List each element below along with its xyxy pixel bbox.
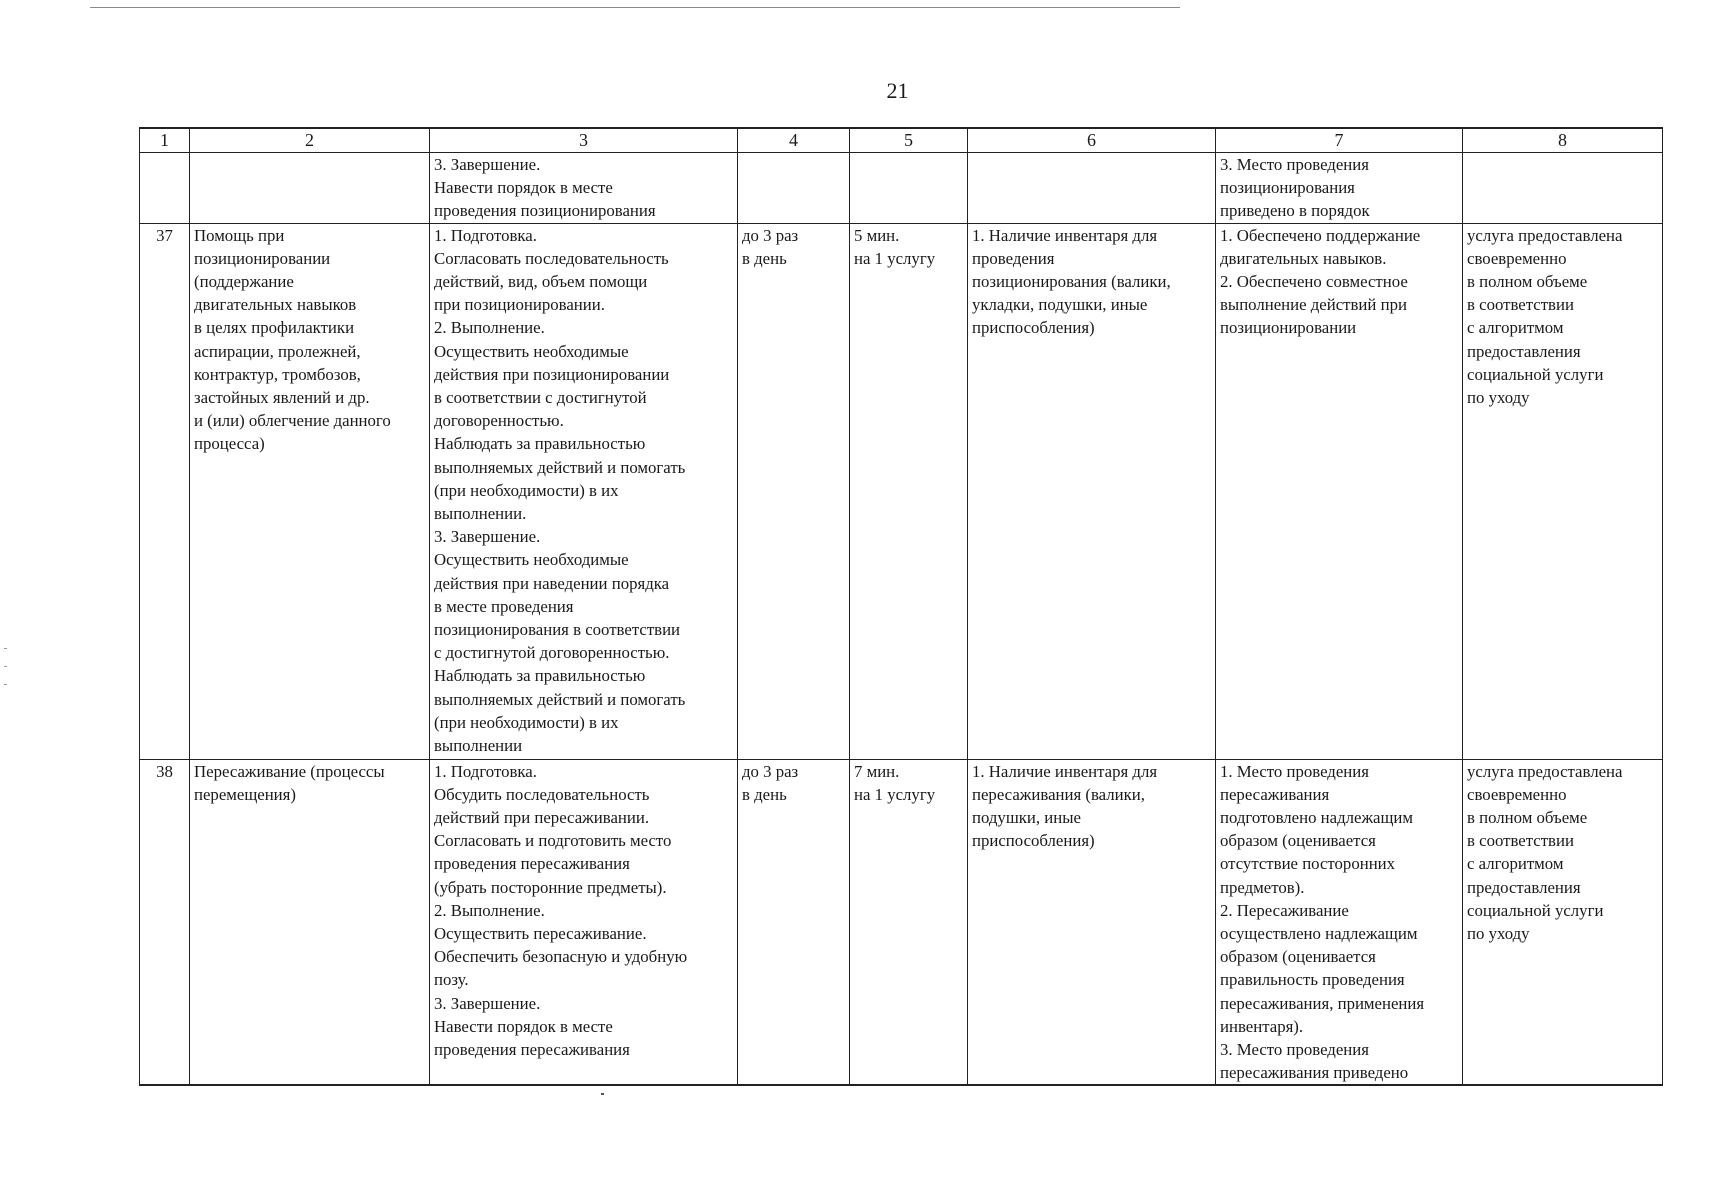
column-header: 1 bbox=[140, 128, 190, 153]
conditions-cell: 1. Наличие инвентаря для пересаживания (валики, подушки, иные приспособления) bbox=[968, 759, 1216, 1085]
service-name-cell bbox=[190, 153, 430, 224]
results-cell: 1. Обеспечено поддержание двигательных навыков. 2. Обеспечено совместное выполнение действий при позиционировании bbox=[1216, 223, 1463, 759]
column-header: 6 bbox=[968, 128, 1216, 153]
table-row-continuation bbox=[140, 153, 1663, 224]
scan-mark bbox=[4, 666, 7, 667]
duration-cell bbox=[850, 153, 968, 224]
scan-mark bbox=[4, 648, 7, 649]
top-scan-rule bbox=[90, 7, 1180, 8]
column-header: 2 bbox=[190, 128, 430, 153]
page-number: 21 bbox=[886, 78, 909, 103]
evaluation-cell bbox=[1463, 153, 1663, 224]
column-header: 8 bbox=[1463, 128, 1663, 153]
results-cell: 3. Место проведения позиционирования приведено в порядок bbox=[1216, 153, 1463, 224]
column-header: 3 bbox=[430, 128, 738, 153]
row-number-cell: 38 bbox=[140, 759, 190, 1085]
service-name-cell: Помощь при позиционировании (поддержание двигательных навыков в целях профилактики аспирации, пролежней, контрактур, тромбозов, застойных явлений и др. и (или) облегчение данного процесса) bbox=[190, 223, 430, 759]
row-number-cell bbox=[140, 153, 190, 224]
frequency-cell bbox=[738, 153, 850, 224]
frequency-cell: до 3 раз в день bbox=[738, 759, 850, 1085]
actions-cell: 1. Подготовка. Обсудить последовательность действий при пересаживании. Согласовать и подготовить место проведения пересаживания (убрать посторонние предметы). 2. Выполнение. Осуществить пересаживание. Обеспечить безопасную и удобную позу. 3. Завершение. Навести порядок в месте проведения пересаживания bbox=[430, 759, 738, 1085]
service-name-cell: Пересаживание (процессы перемещения) bbox=[190, 759, 430, 1085]
column-header: 4 bbox=[738, 128, 850, 153]
duration-cell: 7 мин. на 1 услугу bbox=[850, 759, 968, 1085]
actions-cell: 1. Подготовка. Согласовать последовательность действий, вид, объем помощи при позиционировании. 2. Выполнение. Осуществить необходимые действия при позиционировании в соответствии с достигнутой договоренностью. Наблюдать за правильностью выполняемых действий и помогать (при необходимости) в их выполнении. 3. Завершение. Осуществить необходимые действия при наведении порядка в месте проведения позиционирования в соответствии с достигнутой договоренностью. Наблюдать за правильностью выполняемых действий и помогать (при необходимости) в их выполнении bbox=[430, 223, 738, 759]
table-row-37 bbox=[140, 223, 1663, 759]
scan-mark bbox=[4, 684, 7, 685]
column-header: 5 bbox=[850, 128, 968, 153]
actions-cell: 3. Завершение. Навести порядок в месте проведения позиционирования bbox=[430, 153, 738, 224]
table-row-38 bbox=[140, 759, 1663, 1085]
scan-mark bbox=[601, 1093, 604, 1095]
evaluation-cell: услуга предоставлена своевременно в полном объеме в соответствии с алгоритмом предоставления социальной услуги по уходу bbox=[1463, 759, 1663, 1085]
conditions-cell: 1. Наличие инвентаря для проведения позиционирования (валики, укладки, подушки, иные приспособления) bbox=[968, 223, 1216, 759]
duration-cell: 5 мин. на 1 услугу bbox=[850, 223, 968, 759]
evaluation-cell: услуга предоставлена своевременно в полном объеме в соответствии с алгоритмом предоставления социальной услуги по уходу bbox=[1463, 223, 1663, 759]
row-number-cell: 37 bbox=[140, 223, 190, 759]
services-table bbox=[139, 127, 1663, 1086]
frequency-cell: до 3 раз в день bbox=[738, 223, 850, 759]
results-cell: 1. Место проведения пересаживания подготовлено надлежащим образом (оценивается отсутствие посторонних предметов). 2. Пересаживание осуществлено надлежащим образом (оценивается правильность проведения пересаживания, применения инвентаря). 3. Место проведения пересаживания приведено bbox=[1216, 759, 1463, 1085]
conditions-cell bbox=[968, 153, 1216, 224]
column-header: 7 bbox=[1216, 128, 1463, 153]
column-number-row bbox=[140, 128, 1663, 153]
